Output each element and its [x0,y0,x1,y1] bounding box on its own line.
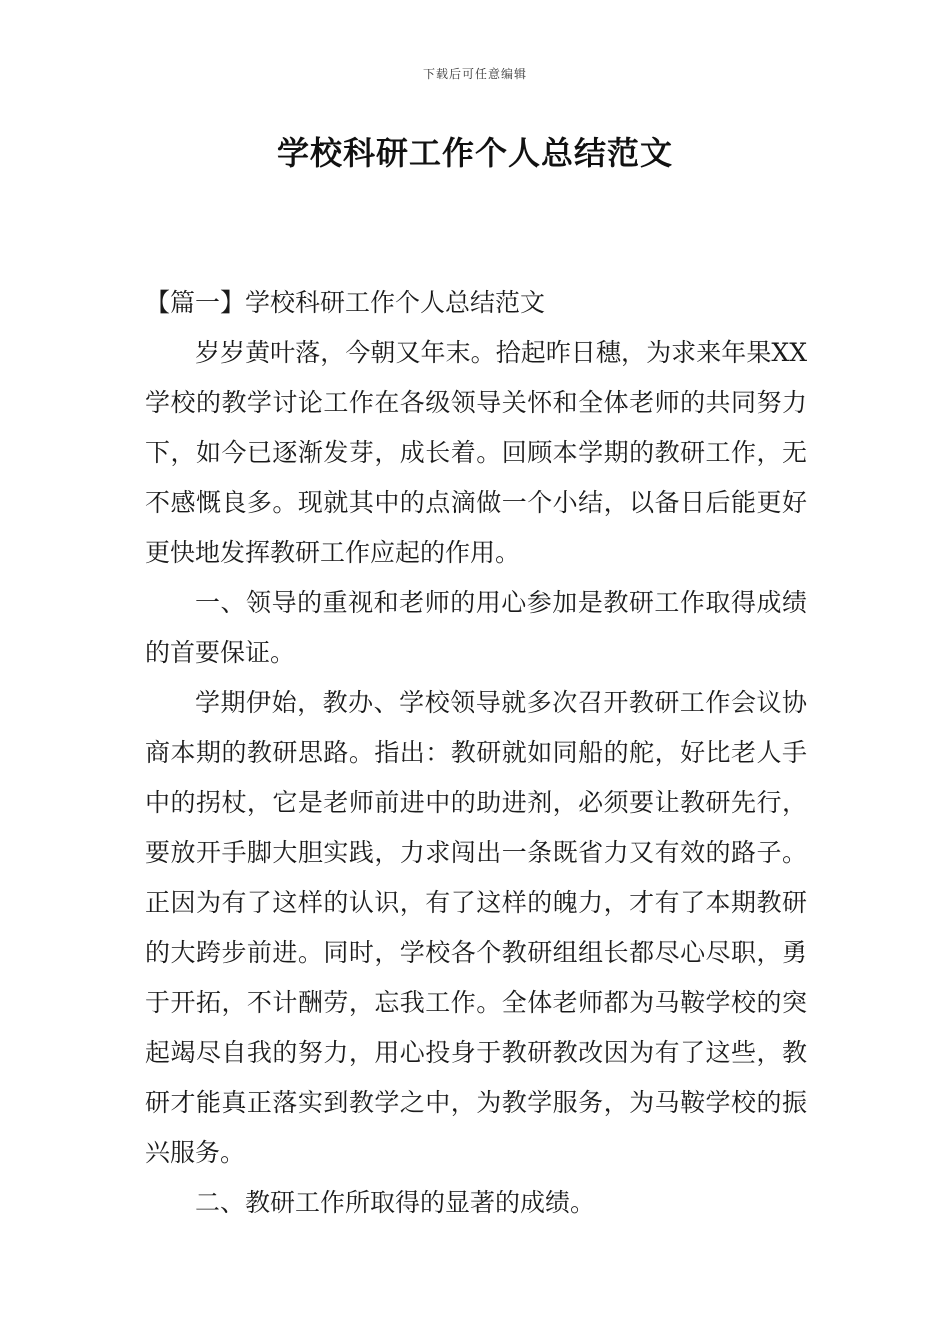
header-note: 下载后可任意编辑 [422,67,527,81]
document-title: 学校科研工作个人总结范文 [276,134,673,172]
document-body [145,278,807,1228]
paragraph-intro: 岁岁黄叶落，今朝又年末。拾起昨日穗，为求来年果XX学校的教学讨论工作在各级领导关怀和全体老师的共同努力下，如今已逐渐发芽，成长着。回顾本学期的教研工作，无不感慨良多。现就其中的点滴做一个小结，以备日后能更好更快地发挥教研工作应起的作用。 [145,338,807,567]
section-heading: 【篇一】学校科研工作个人总结范文 [145,288,546,317]
paragraph-point-one: 一、领导的重视和老师的用心参加是教研工作取得成绩的首要保证。 [145,588,807,667]
paragraph-point-one-detail: 学期伊始，教办、学校领导就多次召开教研工作会议协商本期的教研思路。指出：教研就如同船的舵，好比老人手中的拐杖，它是老师前进中的助进剂，必须要让教研先行，要放开手脚大胆实践，力求闯出一条既省力又有效的路子。正因为有了这样的认识，有了这样的魄力，才有了本期教研的大跨步前进。同时，学校各个教研组组长都尽心尽职，勇于开拓，不计酬劳，忘我工作。全体老师都为马鞍学校的突起竭尽自我的努力，用心投身于教研教改因为有了这些，教研才能真正落实到教学之中，为教学服务，为马鞍学校的振兴服务。 [145,688,807,1167]
paragraph-point-two: 二、教研工作所取得的显著的成绩。 [195,1188,596,1217]
